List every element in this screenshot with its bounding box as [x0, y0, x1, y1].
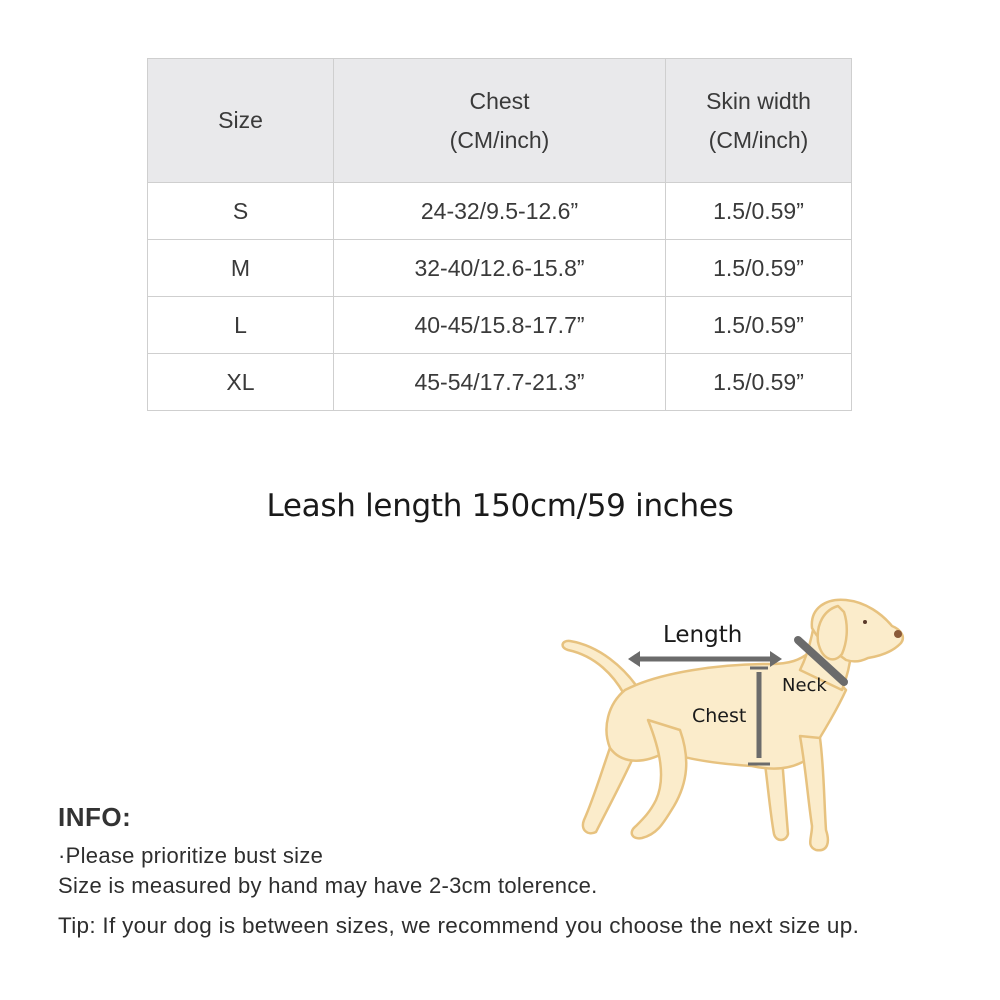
- dog-eye: [863, 620, 867, 624]
- size-table: [147, 58, 852, 411]
- table-row: [148, 183, 852, 240]
- info-line-bust: ·Please prioritize bust size: [58, 843, 324, 868]
- leash-length-text: Leash length 150cm/59 inches: [266, 488, 734, 524]
- table-header-row: [148, 59, 852, 183]
- header-chest-label: Chest: [469, 87, 530, 114]
- cell-size: XL: [148, 354, 334, 411]
- cell-chest: 40-45/15.8-17.7”: [334, 297, 666, 354]
- header-chest-unit: (CM/inch): [449, 126, 550, 153]
- cell-size: L: [148, 297, 334, 354]
- table-row: [148, 240, 852, 297]
- cell-skin-width: 1.5/0.59”: [666, 240, 852, 297]
- dog-nose: [894, 630, 902, 638]
- cell-skin-width: 1.5/0.59”: [666, 354, 852, 411]
- info-line-tolerance: Size is measured by hand may have 2-3cm tolerence.: [58, 873, 598, 898]
- header-skin-width-label: Skin width: [706, 87, 811, 114]
- header-size: [148, 59, 334, 183]
- header-skin-width-unit: (CM/inch): [708, 126, 809, 153]
- table-row: [148, 354, 852, 411]
- cell-chest: 24-32/9.5-12.6”: [334, 183, 666, 240]
- info-tip: Tip: If your dog is between sizes, we recommend you choose the next size up.: [58, 913, 860, 938]
- dog-measurement-diagram: [555, 595, 915, 860]
- table-row: [148, 297, 852, 354]
- info-heading: INFO:: [58, 802, 132, 832]
- cell-skin-width: 1.5/0.59”: [666, 183, 852, 240]
- cell-size: M: [148, 240, 334, 297]
- cell-skin-width: 1.5/0.59”: [666, 297, 852, 354]
- header-size-label: Size: [218, 107, 263, 133]
- length-label: Length: [663, 622, 743, 648]
- cell-size: S: [148, 183, 334, 240]
- header-skin-width: [666, 59, 852, 183]
- header-chest: [334, 59, 666, 183]
- chest-label: Chest: [692, 705, 747, 727]
- cell-chest: 45-54/17.7-21.3”: [334, 354, 666, 411]
- neck-label: Neck: [782, 675, 827, 696]
- cell-chest: 32-40/12.6-15.8”: [334, 240, 666, 297]
